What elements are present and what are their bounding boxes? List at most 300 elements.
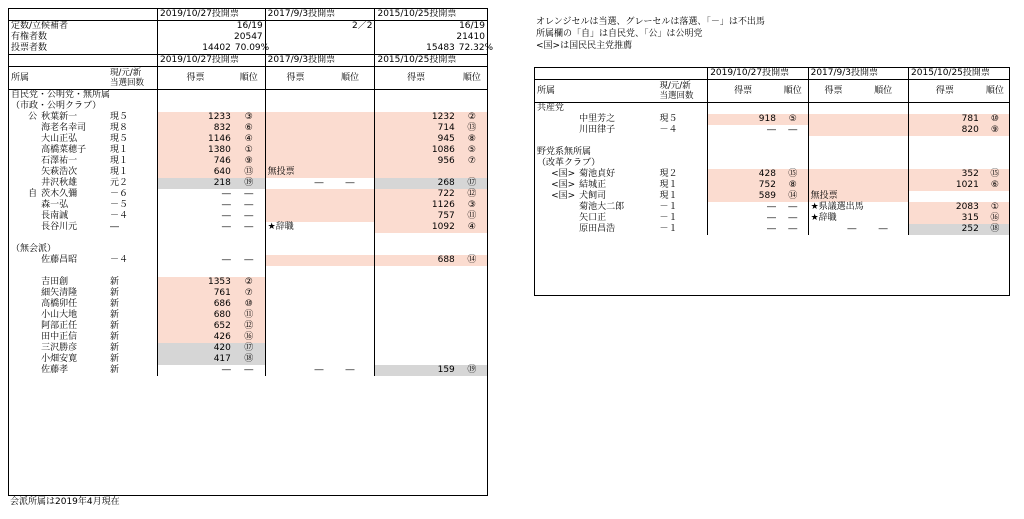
- rank-value: ⑫: [457, 189, 487, 200]
- rank-value: ⑱: [233, 354, 265, 365]
- votes-value: 746: [158, 156, 233, 167]
- empty-cell: [233, 90, 265, 102]
- votes-value: [375, 310, 457, 321]
- rank-value: ⑦: [457, 156, 487, 167]
- candidate-status: －４: [110, 211, 129, 221]
- votes-value: [375, 332, 457, 343]
- rank-header: 順位: [778, 80, 808, 103]
- votes-value: 417: [158, 354, 233, 365]
- group-label: （改革クラブ）: [537, 158, 601, 168]
- votes-value: [265, 211, 325, 222]
- empty-cell: [233, 233, 265, 244]
- candidate-name: 森一弘: [41, 200, 69, 210]
- candidate-row: [9, 167, 487, 178]
- spacer-row: [9, 233, 487, 244]
- rank-value: [325, 354, 375, 365]
- candidate-name: 田中正信: [41, 332, 78, 342]
- votes-value: [375, 299, 457, 310]
- votes-value: [265, 200, 325, 211]
- election-date: 2017/9/3投開票: [265, 55, 375, 67]
- summary-row: [9, 32, 487, 43]
- votes-value: 918: [708, 114, 778, 125]
- election-date: 2015/10/25投開票: [375, 9, 487, 21]
- votes-value: ―: [158, 189, 233, 200]
- candidate-status: 新: [110, 332, 120, 342]
- group-label: （市政・公明クラブ）: [11, 101, 102, 111]
- rank-value: ⑯: [233, 332, 265, 343]
- empty-cell: [233, 101, 265, 112]
- election-header-row: [9, 9, 487, 21]
- summary-label: 有権者数: [11, 32, 48, 42]
- candidate-name: 三沢勝彦: [41, 343, 78, 353]
- votes-value: [265, 299, 325, 310]
- election-date: 2017/9/3投開票: [265, 9, 375, 21]
- empty-cell: [778, 158, 808, 169]
- candidate-name: 矢口正: [579, 213, 607, 223]
- party-mark: [9, 156, 39, 167]
- candidate-row: [9, 255, 487, 266]
- candidate-name: 佐藤孝: [41, 365, 69, 375]
- candidate-status: 現１: [110, 167, 129, 177]
- election-date: 2019/10/27投開票: [158, 55, 266, 67]
- rank-value: [858, 125, 908, 136]
- rank-value: [325, 288, 375, 299]
- empty-cell: [457, 233, 487, 244]
- party-mark: [9, 343, 39, 354]
- votes-value: 640: [158, 167, 233, 178]
- candidate-row: [9, 222, 487, 233]
- rank-value: ⑬: [233, 167, 265, 178]
- rank-value: ④: [457, 222, 487, 233]
- candidate-name: 高橋菜穂子: [41, 145, 87, 155]
- candidate-name: 小畑安寛: [41, 354, 78, 364]
- empty-cell: [457, 90, 487, 102]
- rank-value: ⑰: [233, 343, 265, 354]
- status-header: 現/元/新 当選回数: [658, 80, 708, 103]
- group-label: 共産党: [537, 103, 565, 113]
- rank-value: ⑩: [233, 299, 265, 310]
- candidate-name: 菊池大二郎: [579, 202, 625, 212]
- election-date: 2015/10/25投開票: [909, 68, 1009, 80]
- party-mark: [9, 167, 39, 178]
- candidate-status: －５: [110, 200, 129, 210]
- candidate-name: 矢萩浩次: [41, 167, 78, 177]
- summary-value: 2／2: [265, 21, 375, 33]
- votes-value: ―: [708, 224, 778, 235]
- rank-value: ①: [981, 202, 1009, 213]
- empty-cell: [265, 101, 325, 112]
- party-mark: [535, 213, 577, 224]
- group-row: [9, 90, 487, 102]
- empty-cell: [708, 147, 778, 158]
- rank-value: ―: [878, 224, 888, 234]
- votes-value: 752: [708, 180, 778, 191]
- candidate-name: 川田律子: [579, 125, 616, 135]
- affiliation-header: 所属: [535, 80, 658, 103]
- empty-cell: [265, 244, 325, 255]
- summary-value: [265, 32, 375, 43]
- candidate-name: 長南誠: [41, 211, 69, 221]
- votes-value: 781: [909, 114, 981, 125]
- candidate-row: [9, 112, 487, 123]
- candidate-row: [9, 299, 487, 310]
- rank-value: ⑭: [457, 255, 487, 266]
- rank-value: ②: [457, 112, 487, 123]
- candidate-status: 新: [110, 365, 120, 375]
- empty-cell: [325, 266, 375, 277]
- party-mark: <国>: [551, 191, 576, 201]
- rank-value: ―: [244, 211, 254, 221]
- rank-value: ―: [788, 125, 798, 135]
- candidate-name: 原田昌浩: [579, 224, 616, 234]
- votes-value: [375, 343, 457, 354]
- votes-value: 159: [375, 365, 457, 376]
- candidate-row: [9, 343, 487, 354]
- empty-cell: [858, 136, 908, 147]
- party-mark: [535, 202, 577, 213]
- rank-value: [325, 343, 375, 354]
- election-note: 無投票: [265, 167, 375, 178]
- empty-cell: [325, 90, 375, 102]
- rank-value: ⑬: [457, 123, 487, 134]
- votes-value: [265, 288, 325, 299]
- candidate-row: [9, 332, 487, 343]
- legend-line-3: <国>は国民民主党推薦: [536, 41, 633, 51]
- candidate-row: [9, 211, 487, 222]
- votes-header: 得票: [808, 80, 858, 103]
- group-row: [535, 103, 1009, 115]
- empty-cell: [233, 266, 265, 277]
- election-header-row: [535, 68, 1009, 80]
- group-row: [535, 147, 1009, 158]
- votes-value: 1233: [158, 112, 233, 123]
- rank-value: ①: [233, 145, 265, 156]
- votes-value: [265, 332, 325, 343]
- votes-value: 420: [158, 343, 233, 354]
- rank-value: [325, 310, 375, 321]
- votes-value: 714: [375, 123, 457, 134]
- election-note: ★県議選出馬: [808, 202, 908, 213]
- summary-value: 16/19: [158, 21, 266, 33]
- votes-value: 315: [909, 213, 981, 224]
- party-mark: [9, 222, 39, 233]
- candidate-row: [9, 310, 487, 321]
- votes-value: 1380: [158, 145, 233, 156]
- candidate-name: 長谷川元: [41, 222, 78, 232]
- blank-cell: [9, 9, 158, 21]
- party-mark: [9, 321, 39, 332]
- rank-value: ―: [244, 200, 254, 210]
- votes-value: [375, 354, 457, 365]
- votes-value: 426: [158, 332, 233, 343]
- rank-value: ⑪: [233, 310, 265, 321]
- votes-value: [808, 125, 858, 136]
- group-label: 野党系無所属: [537, 147, 592, 157]
- votes-header: 得票: [375, 67, 457, 90]
- candidate-name: 阿部正任: [41, 321, 78, 331]
- rank-value: ⑥: [233, 123, 265, 134]
- rank-value: ⑧: [778, 180, 808, 191]
- rank-value: [325, 332, 375, 343]
- empty-cell: [778, 103, 808, 115]
- rank-value: ⑪: [457, 211, 487, 222]
- candidate-status: －４: [110, 255, 129, 265]
- candidate-row: [9, 200, 487, 211]
- spacer-row: [535, 136, 1009, 147]
- rank-value: ⑨: [233, 156, 265, 167]
- votes-value: [375, 288, 457, 299]
- votes-value: [808, 114, 858, 125]
- rank-value: ④: [233, 134, 265, 145]
- rank-value: ⑲: [457, 365, 487, 376]
- column-header-row: [535, 80, 1009, 103]
- rank-value: [457, 167, 487, 178]
- candidate-status: 現１: [110, 156, 129, 166]
- rank-value: ⑤: [457, 145, 487, 156]
- rank-value: [325, 145, 375, 156]
- legend-line-2: 所属欄の「自」は自民党、「公」は公明党: [536, 29, 703, 39]
- votes-value: [265, 321, 325, 332]
- group-label: 自民党・公明党・無所属: [11, 90, 111, 100]
- rank-value: ⑮: [981, 169, 1009, 180]
- empty-cell: [233, 244, 265, 255]
- candidate-row: [535, 191, 1009, 202]
- party-mark: [9, 123, 39, 134]
- rank-value: ―: [345, 178, 355, 188]
- empty-cell: [375, 233, 457, 244]
- votes-value: ―: [265, 365, 325, 376]
- votes-value: 832: [158, 123, 233, 134]
- votes-value: ―: [158, 211, 233, 222]
- empty-cell: [9, 233, 158, 244]
- candidate-name: 細矢清隆: [41, 288, 78, 298]
- rank-value: [858, 180, 908, 191]
- candidate-name: 中里芳之: [579, 114, 616, 124]
- candidate-name: 結城正: [579, 180, 607, 190]
- candidate-status: 現５: [110, 112, 129, 122]
- empty-cell: [808, 103, 858, 115]
- rank-value: ―: [788, 224, 798, 234]
- empty-cell: [808, 136, 858, 147]
- empty-cell: [457, 244, 487, 255]
- rank-value: [858, 169, 908, 180]
- right-results-table: [535, 68, 1009, 235]
- rank-value: ―: [244, 222, 254, 232]
- votes-header: 得票: [158, 67, 233, 90]
- column-header-row: [9, 67, 487, 90]
- candidate-status: －１: [659, 202, 678, 212]
- candidate-row: [535, 224, 1009, 235]
- candidate-name: 石澤祐一: [41, 156, 78, 166]
- rank-value: ⑫: [233, 321, 265, 332]
- group-row: [9, 244, 487, 255]
- empty-cell: [858, 147, 908, 158]
- rank-value: [858, 114, 908, 125]
- votes-value: 688: [375, 255, 457, 266]
- rank-value: [325, 200, 375, 211]
- empty-cell: [457, 101, 487, 112]
- candidate-status: 現５: [110, 134, 129, 144]
- candidate-name: 大山正弘: [41, 134, 78, 144]
- votes-value: [265, 354, 325, 365]
- votes-value: 252: [909, 224, 981, 235]
- empty-cell: [909, 136, 981, 147]
- rank-value: [325, 321, 375, 332]
- election-header-row-2: [9, 55, 487, 67]
- rank-header: 順位: [325, 67, 375, 90]
- empty-cell: [325, 233, 375, 244]
- votes-header: 得票: [708, 80, 778, 103]
- candidate-row: [9, 321, 487, 332]
- summary-value: 72.32%: [458, 43, 494, 53]
- candidate-status: 新: [110, 277, 120, 287]
- rank-value: [457, 343, 487, 354]
- party-mark: [9, 200, 39, 211]
- election-date: 2019/10/27投開票: [158, 9, 266, 21]
- candidate-row: [535, 180, 1009, 191]
- empty-cell: [981, 103, 1009, 115]
- votes-header: 得票: [265, 67, 325, 90]
- votes-value: 652: [158, 321, 233, 332]
- summary-row: [9, 43, 487, 55]
- candidate-status: 現１: [110, 145, 129, 155]
- candidate-status: 現８: [110, 123, 129, 133]
- summary-row: [9, 21, 487, 33]
- votes-value: 1092: [375, 222, 457, 233]
- votes-value: [265, 310, 325, 321]
- status-header: 現/元/新 当選回数: [108, 67, 158, 90]
- empty-cell: [858, 103, 908, 115]
- group-label: （無会派）: [11, 244, 57, 254]
- party-mark: [9, 255, 39, 266]
- rank-value: ―: [345, 365, 355, 375]
- candidate-row: [9, 178, 487, 189]
- candidate-name: 吉田創: [41, 277, 69, 287]
- votes-value: 1126: [375, 200, 457, 211]
- rank-value: [457, 321, 487, 332]
- empty-cell: [909, 147, 981, 158]
- summary-value: 14402: [158, 43, 233, 55]
- empty-cell: [981, 136, 1009, 147]
- votes-value: [909, 191, 981, 202]
- votes-value: [375, 167, 457, 178]
- election-date: 2017/9/3投開票: [808, 68, 908, 80]
- candidate-row: [9, 288, 487, 299]
- votes-value: 820: [909, 125, 981, 136]
- rank-value: ―: [788, 202, 798, 212]
- votes-value: ―: [708, 202, 778, 213]
- rank-value: [457, 288, 487, 299]
- votes-value: [265, 123, 325, 134]
- rank-value: ⑰: [457, 178, 487, 189]
- candidate-status: 新: [110, 299, 120, 309]
- votes-value: [375, 321, 457, 332]
- rank-value: ―: [244, 365, 254, 375]
- rank-value: [325, 112, 375, 123]
- votes-value: 2083: [909, 202, 981, 213]
- affiliation-header: 所属: [9, 67, 108, 90]
- empty-cell: [375, 266, 457, 277]
- empty-cell: [909, 158, 981, 169]
- party-mark: [535, 224, 577, 235]
- blank-cell: [9, 55, 158, 67]
- rank-value: ⑮: [778, 169, 808, 180]
- votes-value: 686: [158, 299, 233, 310]
- candidate-status: 現２: [659, 169, 678, 179]
- rank-value: ⑲: [233, 178, 265, 189]
- votes-value: ―: [265, 178, 325, 189]
- candidate-status: －１: [659, 213, 678, 223]
- rank-value: ③: [457, 200, 487, 211]
- footer-note: 会派所属は2019年4月現在: [10, 497, 120, 507]
- votes-value: 218: [158, 178, 233, 189]
- votes-value: [808, 180, 858, 191]
- party-mark: [9, 365, 39, 376]
- summary-value: 15483: [375, 43, 457, 55]
- candidate-row: [9, 354, 487, 365]
- party-mark: 自: [28, 189, 38, 199]
- group-row: [535, 158, 1009, 169]
- summary-value: 20547: [158, 32, 266, 43]
- votes-value: 1146: [158, 134, 233, 145]
- votes-value: [265, 112, 325, 123]
- votes-value: 945: [375, 134, 457, 145]
- votes-value: 1086: [375, 145, 457, 156]
- empty-cell: [375, 101, 457, 112]
- votes-value: ―: [708, 213, 778, 224]
- rank-value: ⑨: [981, 125, 1009, 136]
- rank-header: 順位: [457, 67, 487, 90]
- candidate-name: 茨木久彌: [41, 189, 78, 199]
- votes-value: [265, 156, 325, 167]
- votes-value: [265, 134, 325, 145]
- rank-value: [325, 299, 375, 310]
- empty-cell: [375, 90, 457, 102]
- candidate-row: [9, 123, 487, 134]
- party-mark: <国>: [551, 180, 576, 190]
- rank-value: [457, 299, 487, 310]
- empty-cell: [158, 266, 233, 277]
- empty-cell: [9, 266, 158, 277]
- empty-cell: [858, 158, 908, 169]
- rank-value: ⑱: [981, 224, 1009, 235]
- candidate-name: 秋葉新一: [41, 112, 78, 122]
- summary-value: 16/19: [375, 21, 487, 33]
- votes-value: 268: [375, 178, 457, 189]
- candidate-status: －４: [659, 125, 678, 135]
- votes-value: 589: [708, 191, 778, 202]
- empty-cell: [325, 101, 375, 112]
- rank-value: ⑯: [981, 213, 1009, 224]
- rank-value: [457, 332, 487, 343]
- empty-cell: [708, 158, 778, 169]
- candidate-name: 犬飼司: [579, 191, 607, 201]
- candidate-row: [9, 189, 487, 200]
- party-mark: <国>: [551, 169, 576, 179]
- votes-value: [265, 343, 325, 354]
- rank-value: [457, 277, 487, 288]
- party-mark: [9, 332, 39, 343]
- candidate-name: 井沢秋雄: [41, 178, 78, 188]
- rank-value: ―: [244, 255, 254, 265]
- rank-value: [325, 156, 375, 167]
- legend-line-1: オレンジセルは当選、グレーセルは落選、「－」は不出馬: [536, 17, 765, 27]
- candidate-row: [9, 156, 487, 167]
- blank-cell: [535, 68, 708, 80]
- votes-value: [265, 277, 325, 288]
- rank-header: 順位: [233, 67, 265, 90]
- candidate-status: 現１: [659, 180, 678, 190]
